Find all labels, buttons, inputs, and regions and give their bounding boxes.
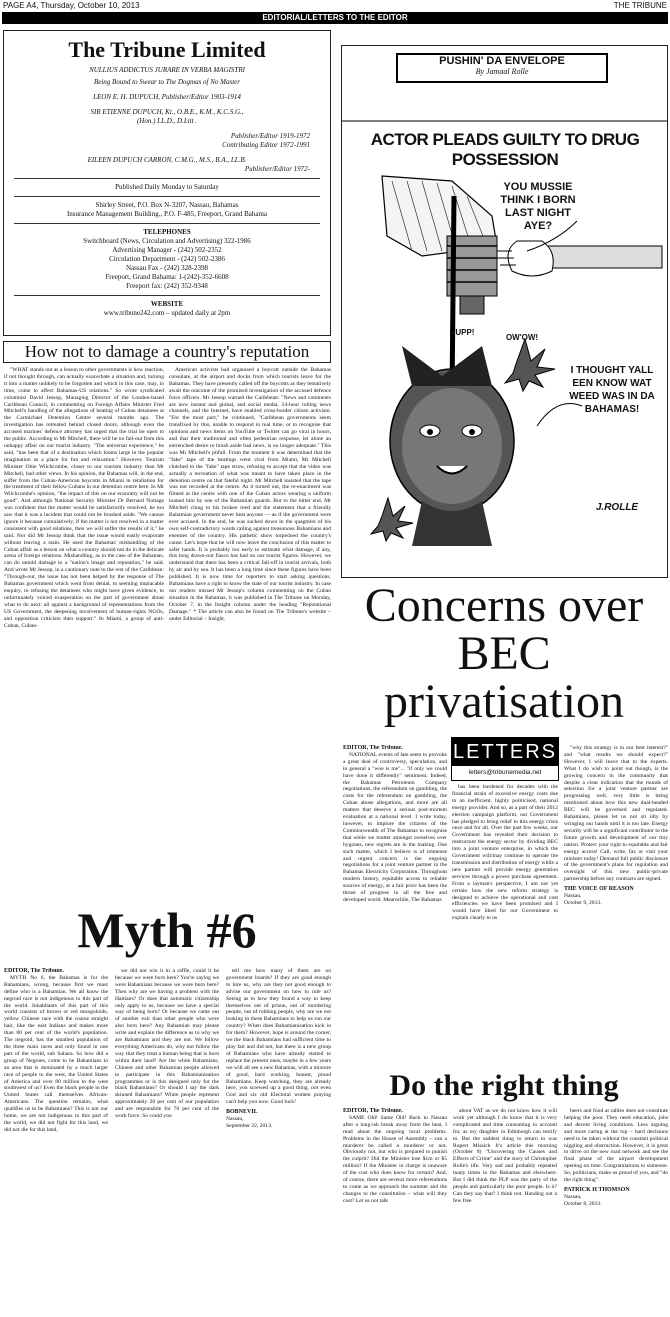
artist-signature: J.ROLLE xyxy=(595,502,639,513)
publisher-2-degree: (Hon.) LL.D., D.Litt . xyxy=(136,117,198,125)
tel-nassau-fax: Nassau Fax - (242) 328-2398 xyxy=(125,264,209,272)
right-thing-byline: EDITOR, The Tribune. xyxy=(343,1108,403,1114)
myth-signature: BOBNEVIL xyxy=(226,1109,258,1116)
bec-column-2: has been burdened for decades with the financial strain of excessive energy costs due to an inefficient, highly politicised, national energy provider. And so, as a part of their 2012 election campaign platform, our Government has pledged to bring relief to this energy crisis once and for all. Over the past few weeks, our Government has revealed their decision to restructure the energy sector by dividing BEC into a joint venture enterprise, in which the Government will/may continue to operate the transmission and distribution of energy while a new partner will provide energy generation services through a power purchase agreement. From a layman's perspective, I am not yet certain how the new reform strategy is designed to achieve the operational and cost efficiencies we have been promised and I would have liked for our Government to explain clearly to us xyxy=(452,784,558,922)
editorial-headline: How not to damage a country's reputation xyxy=(3,341,331,363)
right-thing-column-1: EDITOR, The Tribune. SAME Old! Same Old! Back to Nassau after a long-ish break away from the heat, I read about the ongoing local problems. Problems in the House of Assembly – can a murderer be called a murderer or not. Obviously not, but who is prepared to punish the culprit? Did the Minister lose $1m or $5 million? If the Minister in charge is unaware of the cost who does know for certain? And, of course, there are several more referendums to come as we approach the summer and the changes to the constitution – what will they cost? Let us not talk xyxy=(343,1108,447,1204)
tel-freeport: Freeport, Grand Bahama: 1-(242)-352-6608 xyxy=(105,273,229,281)
bec-headline: Concerns over BEC privatisation xyxy=(364,579,644,728)
masthead-box xyxy=(3,30,331,336)
speech-bubble-2: I THOUGHT YALL EEN KNOW WAT WEED WAS IN DA BAHAMAS! xyxy=(569,365,655,415)
publisher-1: LEON E. H. DUPUCH, Publisher/Editor 1903-1914 xyxy=(93,93,241,101)
right-thing-headline: Do the right thing xyxy=(389,1069,619,1102)
address-2: Insurance Management Building., P.O. F-485, Freeport, Grand Bahama xyxy=(66,210,268,218)
masthead-title: The Tribune Limited xyxy=(68,37,266,62)
myth-column-2: we did not win it in a raffle, could it be because we were born here? You're saying we were Bahamians because we were born here? Then why are we having a problem with the Haitians? Or does that automatic citizenship only apply to us, because we have a special way of being born? Or because we came out of another exit than other people who were also born here? Any Bahamian may please write and explain the difference as to why we are Bahamians and they are not. We follow everything Americans do, why not follow the way that they treat a human being that is born within their land? Are the white Bahamians, Chinese and other Bahamian people allowed to participate in this Bahamianisation programmes or is this designed only for the black Bahamians? Or should I say the dark skinned Bahamians? White people represent approximately 20 per cent of our population and are responsible for 70 per cent of the work force. So could you xyxy=(115,968,219,1120)
motto-latin: NULLIUS ADDICTUS JURARE IN VERBA MAGISTRI xyxy=(89,66,245,74)
publisher-3: EILEEN DUPUCH CARRON, C.M.G., M.S., B.A., LL.B. xyxy=(87,156,247,164)
myth-column-3: tell me how many of them are on government boards? If they are good enough to hire us, why are they not good enough to advise our government on how to rule us? Seeing as to how they found a way to keep themselves out of prison, out of murdering people, out of robbing people, why are we not looking to these Bahamians to help us run our country? When does Bahamianisation kick in for them? However, hope is around the corner, we the black Bahamians had sufficient time to play fair and did not, but there is a new group of Bahamians who have already started to replace the present ones, maybe in a few years we will all see a new Bahamas, with a mixture of good, hard working, honest, proud Bahamians. Keep watching, they are already here, you screwed up a good thing, not even God and six old Electoral women praying can't help you now. Good luck! BOBNEVIL Nassau, September 22, 2013. xyxy=(226,968,331,1129)
tel-advertising: Advertising Manager - (242) 502-2352 xyxy=(112,246,222,254)
cartoon-series-title: PUSHIN' DA ENVELOPE xyxy=(439,55,565,67)
right-thing-place: Nassau, xyxy=(564,1193,582,1200)
editorial-column-2: American activists had organised a boycott outside the Bahamas consulate, at the airport and docks from which tourists leave for the Bahamas. They have presently called off the boycotts as they tentatively await the outcome of the promised investigation of the accused defence force officers. Mr Jessop warned the Caribbean: "News and comments are now instant and global, and social media, 24-hour rolling news channels, and the Internet, have enabled cross-border citizen activism. "For the most part," he continued, "Caribbean governments seem transfixed by this, unable to respond in real time, or to recognise that opinions and news items on YouTube or Twitter can go viral in hours, and that their traditional and often pedestrian response, let alone an entrenched desire to brush aside bad news, is no longer adequate." This was Mr Mitchell's pitfall. From the moment it was determined that the "fake" tape of the beatings went viral from Miami, Mr Mitchell clutched to the "fake" tape straw, refusing to accept that the video was actually a recreation of what was meant to have taken place in the detention centre on that fateful night. Mr Mitchell insisted that the tape was not recorded at the centre. As it turned out, the re-enactment was filmed at the centre with one of the Cuban actors wearing a uniform loaned him by one of the Bahamian guards. But to the bitter end, Mr Mitchell clung to his broken reed and the statement that a friendly Bahamian government never beat anyone — as if the government were ever accused. In the end, he was sucked down in the quagmire of his own self-contradictory words railing against treasonous Bahamians and enemies of the country. His pathetic show torpedoed the country's cause. Let's hope that he will now leave the conclusion of this matter to safer hands. It is probably too early to estimate what damage, if any, this long drawn-out fiasco has had on our tourist figures. However, we understand that there has been a critical fall-off in tourist arrivals, both by air and by sea. It has been a long time since these figures have been published. It is now time for reporters to start asking questions. Bahamians have a right to know the state of our tourist industry. In case our readers missed Mr Jessop's column commenting on the Cuban situation in the Bahamas, it was published in The Tribune on Monday, October 7, in the Insight column under the heading "Reputational Damage." * The article can also be found on The Tribune's website – under Editorial – Insight. xyxy=(169,367,331,622)
bec-signature: THE VOICE OF REASON xyxy=(564,886,634,893)
right-thing-signature: PATRICK H THOMSON xyxy=(564,1186,630,1193)
cartoon-byline: By Jamaal Rolle xyxy=(475,67,529,76)
section-banner: EDITORIAL/LETTERS TO THE EDITOR xyxy=(2,12,668,24)
bec-byline: EDITOR, The Tribune. xyxy=(343,745,403,751)
motto-english: Being Bound to Swear to The Dogmas of No Master xyxy=(93,78,241,86)
bupp-sound: BUPP! xyxy=(449,328,475,337)
page-header xyxy=(0,0,670,12)
paper-name: THE TRIBUNE xyxy=(613,1,667,10)
editorial-column-1: "WHAT stands out as a lesson to other governments is how reaction, if not thought through, can actually exacerbate a situation and, turning it into a matter unlikely to be forgotten and which in this case, may, in time, come to affect Bahamas-US relations." So wrote syndicated columnist David Jessop, Managing Director of the London-based Caribbean Council, in commenting on Foreign Affairs Minister Fred Mitchell's handling of the allegations of beating of Cuban detainees at the Carmichael Detention Centre several months ago. The investigation has retreated behind closed doors, although even the accused marines' defence attorney has urged that the trial be open to the public. According to Mr Mitchell, there will be no fall-out from this unhappy affair on our tourist industry. "The universal experience," he said, "has been that of a destination which looms large in the popular imagination as a place for fun and relaxation." However, Tourism Minister Obie Wilchcombe, closer to our tourism industry than Mr Mitchell, had other views. In his opinion, the Bahamas will, in the end, suffer from the Cuban-American boycotts in Miami in retaliation for the treatment of their fellow Cubans in our detention centre here. In Mr Wilchcombe's opinion, "the impact of this on our economy will not be good". And although National Security Minister Dr Bernard Nottage was confident that the matter would be satisfactorily resolved, he too saw that it was a incident that could not be brushed aside. "We cannot ignore it because cumulatively, if the matter is not resolved in a matter consistent with good relations, then we will suffer the results of it," he said. Nor did Mr Jessop think that the issue would easily evaporate without leaving a stain. He used the Bahamas' mishandling of the Cuban affair as a lesson on what a country should not do in the delicate arena of foreign relations. Mishandling, as in the case of the Bahamas, can do untold damage to a "nation's image and reputation," he said. And wrote Mr Jessop, in a cautionary note to the rest of the Caribbean: "Through-out, the issue has not been helped by the response of The Bahamas government which went from denial, to seeming implacable enquiry, to refusing the detainees who might have given evidence, to unfortunately voiced exasperation on the part of government about what to do next: all against a background of representations from the US Government, the deepening involvement of human-rights NGOs, and opposition criticism then support." In Miami, a group of anti-Cuban, Cuban- xyxy=(4,367,164,629)
publisher-3-years: Publisher/Editor 1972- xyxy=(244,165,310,173)
bec-column-3: "why this strategy is in our best interest?" and "what results we should expect?" However, I will leave that to the experts. What I do wish to point out though, is the growing concern in the community that despite a clear indication that the rounds of selection for a joint venture partner are progressing well, very little is being mentioned about how this new dual-headed BEC will be governed and regulated. Bahamians, please let us not sit idly by wringing our hands until it is too late. Energy security will be a significant contributor to the future growth and development of our tiny nation. Protect your right to equitable and fair energy access! Call, write, fax or visit your minister today! Demand full public disclosure of the government's plans for regulation and oversight of this new public-private partnership before any contracts are signed. THE VOICE OF REASON Nassau, October 9, 2013. xyxy=(564,745,668,906)
website-url[interactable]: www.tribune242.com – updated daily at 2pm xyxy=(103,309,231,317)
caricature-face xyxy=(390,346,514,546)
bec-date: October 9, 2013. xyxy=(564,899,602,906)
tel-switchboard: Switchboard (News, Circulation and Advertising) 322-1986 xyxy=(83,237,251,245)
publisher-2: SIR ETIENNE DUPUCH, Kt., O.B.E., K.M., K.C.S.G., xyxy=(90,108,244,116)
tel-circulation: Circulation Department - (242) 502-2386 xyxy=(109,255,225,263)
publisher-2-contrib: Contributing Editor 1972-1991 xyxy=(222,141,310,149)
telephones-heading: TELEPHONES xyxy=(143,228,191,236)
owow-sound: OW'OW! xyxy=(505,333,539,342)
cartoon-drawing xyxy=(342,46,667,577)
cartoon-series-box xyxy=(396,53,608,83)
myth-byline: EDITOR, The Tribune. xyxy=(4,968,64,974)
letters-label: LETTERS xyxy=(452,738,558,766)
website-heading: WEBSITE xyxy=(150,300,184,308)
bec-column-1: EDITOR, The Tribune. NATIONAL events of late seem to provoke a great deal of controversy, speculation, and in general a "woe is me"... "if only we could have done it differently" sentiment. Indeed, the Bahamas Petroleum Company negotiations, the referendum on gambling, the costs for the referendum on gambling, the Cuban abuse allegations, and more are all matters that deserve a serious post-mortem evaluation at a national level. I write today, however, to implore the citizens of the Commonwealth of The Bahamas to recognise that while we mutter amongst ourselves over bygones, new regrets are in the making. One such matter, which I believe is of immense and urgent concern is the ongoing negotiations for a joint venture partner in the Bahamas Electricity Corporation. Throughout modern history, equitable access to reliable sources of energy, at a fair price has been the thrust of progress in all the free and developed world. Meanwhile, The Bahamas xyxy=(343,745,447,903)
myth-place: Nassau, xyxy=(226,1116,244,1123)
myth-column-1: EDITOR, The Tribune. MYTH No 6, the Bahamas is for the Bahamians, wrong, because first we must define who is a Bahamian. We all know the negroid race is not indigenous to this part of the world. Inhabitants of this part of this world consists of brown or red mongoloids, yellow Chinese race with the coarse straight hair, like the east Indians and makes more than 80 per cent of the world's population. The negroid, has the smallest population of the three main races and only found in one part of the world, sub Sahara. So how did a group of Negroes, come to be Bahamians in an area that is dominated by a much larger race of people to the west, the United States of America and over 80 million to the west southwest of us? Even the black people in the United States call themselves African-Americans. The question remains, what qualifies us to be Bahamians? This is not our home, we are not indigenous to this part of the world, we did not fight for this land, we did not die for this land, xyxy=(4,968,108,1133)
address-1: Shirley Street, P.O. Box N-3207, Nassau, Bahamas xyxy=(95,201,239,209)
right-thing-column-2: about VAT as we do not know how it will work yet although I do know that it is very complicated and time consuming to account for, as my daughter in Edinburgh can testify to. But the saddest thing to return to was Rupert Missick Jr's article this morning (October 8) "Uncovering the Causes and Effects of Crime" and the story of Christopher Rolle's life. Very sad and probably repeated many times in the Bahamas and elsewhere. But I did think the PLP was the party of the people and particularly the poor people. Is it? Can they say that? I think not. Handing out a few free xyxy=(453,1108,557,1204)
publication-schedule: Published Daily Monday to Saturday xyxy=(115,183,219,191)
page-date: PAGE A4, Thursday, October 10, 2013 xyxy=(3,1,140,10)
bec-place: Nassau, xyxy=(564,893,582,900)
letters-email[interactable]: letters@tribunemedia.net xyxy=(468,769,542,776)
publisher-2-years: Publisher/Editor 1919-1972 xyxy=(230,132,310,140)
cartoon-panel xyxy=(341,45,668,578)
myth-headline: Myth #6 xyxy=(77,902,257,958)
right-thing-column-3: beers and food at rallies does not constitute helping the poor. They need education, jobs and decent living conditions. Less arguing and more caring at the top – hard decisions need to be taken without the constant political niggling and obstruction. However, it is great to drive on the new road network and see the final phase of the airport development opening on time. Congratulations to someone. So, politicians, make us proud of you, and "do the right thing". PATRICK H THOMSON Nassau, October 8, 2013. xyxy=(564,1108,668,1207)
letters-box xyxy=(451,737,559,781)
myth-date: September 22, 2013. xyxy=(226,1122,273,1129)
tel-freeport-fax: Freeport fax: (242) 352-9348 xyxy=(126,282,208,290)
speech-bubble-1: YOU MUSSIE THINK I BORN LAST NIGHT AYE? xyxy=(500,181,576,232)
cartoon-headline: ACTOR PLEADS GUILTY TO DRUG POSSESSION xyxy=(370,130,640,169)
right-thing-date: October 8, 2013. xyxy=(564,1200,602,1207)
hand-illustration xyxy=(496,241,662,276)
